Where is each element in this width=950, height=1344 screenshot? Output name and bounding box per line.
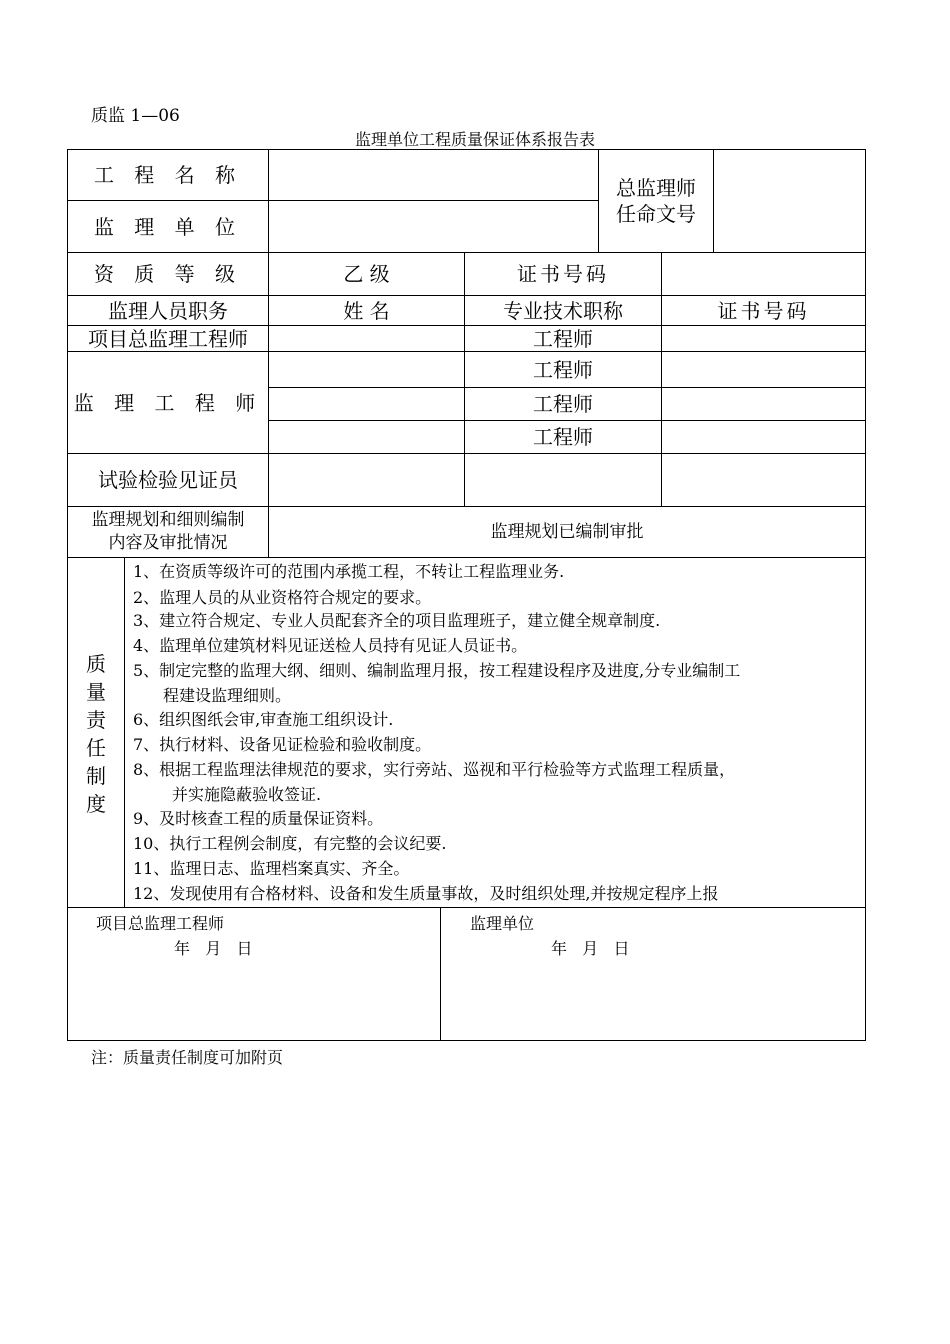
plan-label (68, 507, 268, 557)
engineer-3-cert[interactable] (662, 421, 865, 453)
quality-char-1: 质 (86, 652, 106, 676)
certificate-no-header: 证书号码 (717, 298, 810, 323)
footnote: 注：质量责任制度可加附页 (91, 1048, 284, 1067)
rule-item: 10、执行工程例会制度，有完整的会议纪要. (133, 834, 447, 853)
engineer-2-cert[interactable] (662, 388, 865, 420)
supervision-unit-label: 监 理 单 位 (93, 214, 243, 239)
engineer-2-title: 工程师 (533, 392, 593, 416)
rule-item: 5、制定完整的监理大纲、细则、编制监理月报，按工程建设程序及进度,分专业编制工 (133, 661, 741, 680)
form-title: 监理单位工程质量保证体系报告表 (354, 130, 595, 149)
rule-item: 9、及时核查工程的质量保证资料。 (133, 809, 384, 828)
certificate-no-label: 证书号码 (517, 262, 609, 286)
witness-name[interactable] (269, 454, 464, 506)
staff-position-header: 监理人员职务 (108, 298, 228, 323)
chief-appointment-line1: 总监理师 (616, 176, 696, 200)
chief-engineer-title: 工程师 (533, 326, 593, 351)
chief-appointment-line2: 任命文号 (616, 202, 696, 226)
name-header: 姓 名 (343, 298, 390, 323)
chief-signature-label: 项目总监理工程师 (96, 914, 225, 933)
plan-label-line2: 内容及审批情况 (108, 533, 228, 553)
quality-char-3: 责 (86, 708, 106, 732)
professional-title-header: 专业技术职称 (503, 298, 623, 323)
rule-item: 2、监理人员的从业资格符合规定的要求。 (133, 588, 432, 607)
project-name-label: 工 程 名 称 (93, 163, 243, 187)
project-name-value[interactable] (269, 150, 598, 200)
chief-signature-area[interactable] (68, 960, 440, 1040)
rule-item: 4、监理单位建筑材料见证送检人员持有见证人员证书。 (133, 636, 528, 655)
rule-item-continuation: 并实施隐蔽验收签证. (172, 785, 322, 804)
quality-char-4: 任 (86, 736, 106, 760)
unit-signature-date: 年 月 日 (551, 939, 630, 958)
rule-item: 1、在资质等级许可的范围内承揽工程，不转让工程监理业务. (133, 562, 565, 581)
unit-signature-area[interactable] (441, 960, 865, 1040)
witness-title[interactable] (465, 454, 661, 506)
plan-value: 监理规划已编制审批 (490, 521, 644, 542)
quality-char-5: 制 (86, 764, 106, 788)
engineer-1-name[interactable] (269, 352, 464, 387)
witness-cert[interactable] (662, 454, 865, 506)
qualification-grade-label: 资 质 等 级 (93, 262, 243, 286)
quality-char-2: 量 (86, 680, 106, 704)
chief-engineer-cert[interactable] (662, 326, 865, 351)
rule-item: 8、根据工程监理法律规范的要求，实行旁站、巡视和平行检验等方式监理工程质量， (133, 760, 736, 779)
chief-engineer-label: 项目总监理工程师 (88, 326, 248, 351)
engineer-1-title: 工程师 (533, 357, 593, 382)
unit-signature-label: 监理单位 (470, 914, 535, 933)
rule-item: 12、发现使用有合格材料、设备和发生质量事故，及时组织处理,并按规定程序上报 (133, 884, 719, 903)
quality-char-6: 度 (86, 792, 106, 816)
rule-item: 7、执行材料、设备见证检验和验收制度。 (133, 735, 432, 754)
quality-system-label (68, 652, 124, 816)
rule-item: 3、建立符合规定、专业人员配套齐全的项目监理班子，建立健全规章制度. (133, 611, 661, 630)
chief-appointment-value[interactable] (714, 150, 865, 252)
rule-item: 6、组织图纸会审,审查施工组织设计. (133, 710, 394, 729)
engineer-2-name[interactable] (269, 388, 464, 420)
certificate-no-value[interactable] (662, 253, 865, 295)
supervision-engineer-label: 监 理 工 程 师 (73, 390, 263, 415)
qualification-grade-value: 乙 级 (343, 262, 390, 286)
engineer-3-title: 工程师 (533, 425, 593, 449)
witness-label: 试验检验见证员 (98, 468, 238, 492)
chief-appointment-label (599, 150, 713, 252)
rule-item-continuation: 程建设监理细则。 (163, 686, 292, 705)
engineer-1-cert[interactable] (662, 352, 865, 387)
chief-signature-date: 年 月 日 (174, 939, 253, 958)
engineer-3-name[interactable] (269, 421, 464, 453)
chief-engineer-name[interactable] (269, 326, 464, 351)
supervision-unit-value[interactable] (269, 201, 598, 252)
plan-label-line1: 监理规划和细则编制 (91, 510, 245, 530)
rule-item: 11、监理日志、监理档案真实、齐全。 (133, 859, 410, 878)
form-code: 质监 1—06 (91, 106, 180, 126)
